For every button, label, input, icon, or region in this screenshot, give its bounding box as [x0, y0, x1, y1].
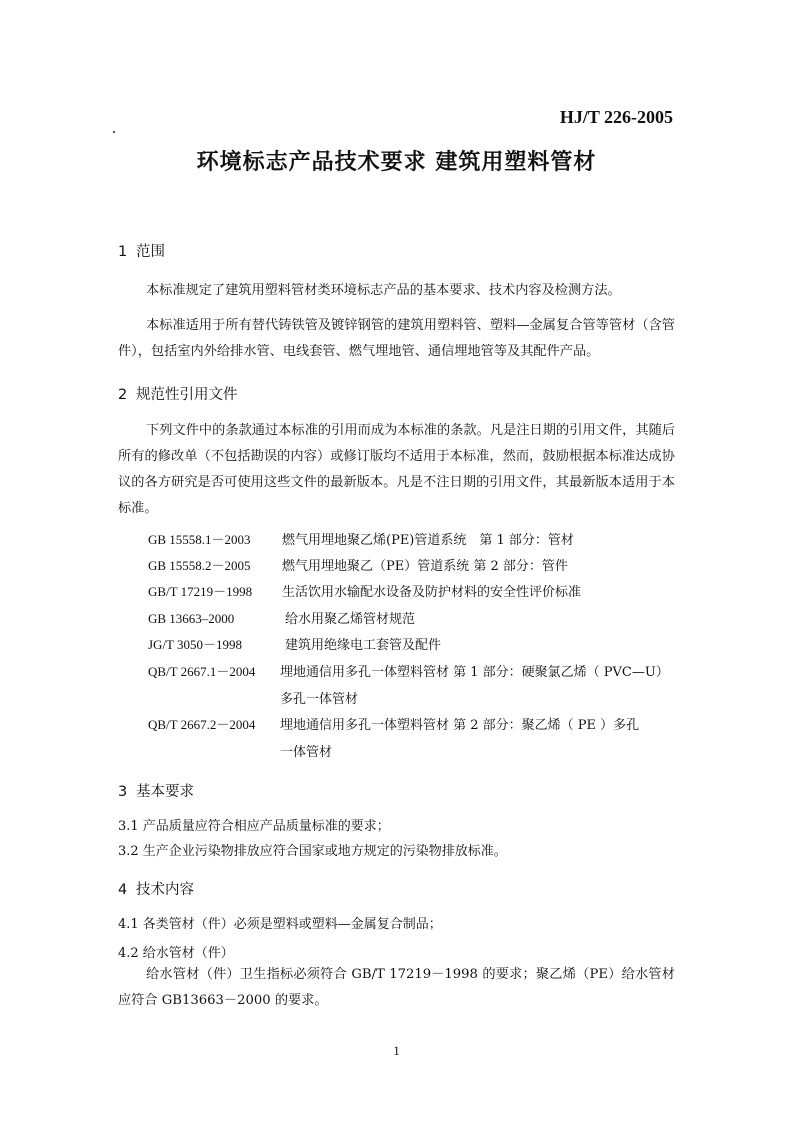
reference-code: GB 15558.2－2005 — [148, 558, 251, 573]
section-title: 技术内容 — [136, 882, 194, 898]
clause-4-2-paragraph: 给水管材（件）卫生指标必须符合 GB/T 17219－1998 的要求；聚乙烯（PE）给水管材应符合 GB13663－2000 的要求。 — [118, 967, 675, 1008]
section-number: 4 — [118, 882, 128, 898]
reference-title: 建筑用绝缘电工套管及配件 — [285, 638, 442, 653]
document-title: 环境标志产品技术要求 建筑用塑料管材 — [196, 150, 597, 175]
reference-item — [148, 555, 568, 574]
reference-item — [148, 581, 581, 600]
section-title: 范围 — [136, 244, 165, 260]
reference-code: JG/T 3050－1998 — [148, 637, 243, 652]
reference-title: 生活饮用水输配水设备及防护材料的安全性评价标准 — [282, 585, 582, 600]
reference-title-continuation: 一体管材 — [280, 745, 333, 760]
section-number: 3 — [118, 784, 128, 800]
reference-title-continuation: 多孔一体管材 — [280, 692, 359, 707]
reference-item — [148, 529, 574, 548]
section-title: 基本要求 — [136, 784, 194, 800]
reference-code: GB 15558.1－2003 — [148, 532, 251, 547]
reference-title: 给水用聚乙烯管材规范 — [285, 612, 416, 627]
reference-title: 埋地通信用多孔一体塑料管材 第 1 部分：硬聚氯乙烯（ PVC—U） — [280, 665, 669, 680]
section-number: 2 — [118, 387, 128, 403]
reference-item — [148, 608, 415, 627]
section-1-paragraph-2: 本标准适用于所有替代铸铁管及镀锌钢管的建筑用塑料管、塑料—金属复合管等管材（含管件），包括室内外给排水管、电线套管、燃气埋地管、通信埋地管等及其配件产品。 — [118, 318, 675, 359]
section-3-heading — [118, 780, 194, 801]
clause-3-2: 3.2 生产企业污染物排放应符合国家或地方规定的污染物排放标准。 — [118, 844, 507, 859]
section-2-heading — [118, 383, 238, 404]
section-1-heading — [118, 240, 165, 261]
reference-item — [148, 634, 441, 653]
clause-3-1: 3.1 产品质量应符合相应产品质量标准的要求； — [118, 819, 390, 834]
scan-dot — [113, 131, 115, 133]
section-number: 1 — [118, 244, 128, 260]
reference-item — [148, 661, 669, 680]
clause-4-2: 4.2 给水管材（件） — [118, 946, 234, 961]
reference-item — [148, 714, 639, 733]
section-2-paragraph-1: 下列文件中的条款通过本标准的引用而成为本标准的条款。凡是注日期的引用文件，其随后所有的修改单（不包括勘误的内容）或修订版均不适用于本标准，然而，鼓励根据本标准达成协议的各方研究是否可使用这些文件的最新版本。凡是不注日期的引用文件，其最新版本适用于本标准。 — [118, 423, 675, 516]
section-title: 规范性引用文件 — [136, 387, 238, 403]
reference-title: 埋地通信用多孔一体塑料管材 第 2 部分：聚乙烯（ PE ）多孔 — [280, 718, 640, 733]
reference-title: 燃气用埋地聚乙（PE）管道系统 第 2 部分：管件 — [282, 559, 568, 574]
clause-4-1: 4.1 各类管材（件）必须是塑料或塑料—金属复合制品； — [118, 917, 442, 932]
reference-code: GB 13663–2000 — [148, 611, 235, 626]
reference-code: GB/T 17219－1998 — [148, 584, 253, 599]
reference-title: 燃气用埋地聚乙烯(PE)管道系统 第 1 部分：管材 — [282, 533, 574, 548]
reference-code: QB/T 2667.2－2004 — [148, 717, 256, 732]
reference-code: QB/T 2667.1－2004 — [148, 664, 256, 679]
section-4-heading — [118, 878, 194, 899]
section-1-paragraph-1: 本标准规定了建筑用塑料管材类环境标志产品的基本要求、技术内容及检测方法。 — [146, 283, 621, 298]
standard-code: HJ/T 226-2005 — [559, 107, 673, 127]
page-number: 1 — [393, 1043, 400, 1058]
